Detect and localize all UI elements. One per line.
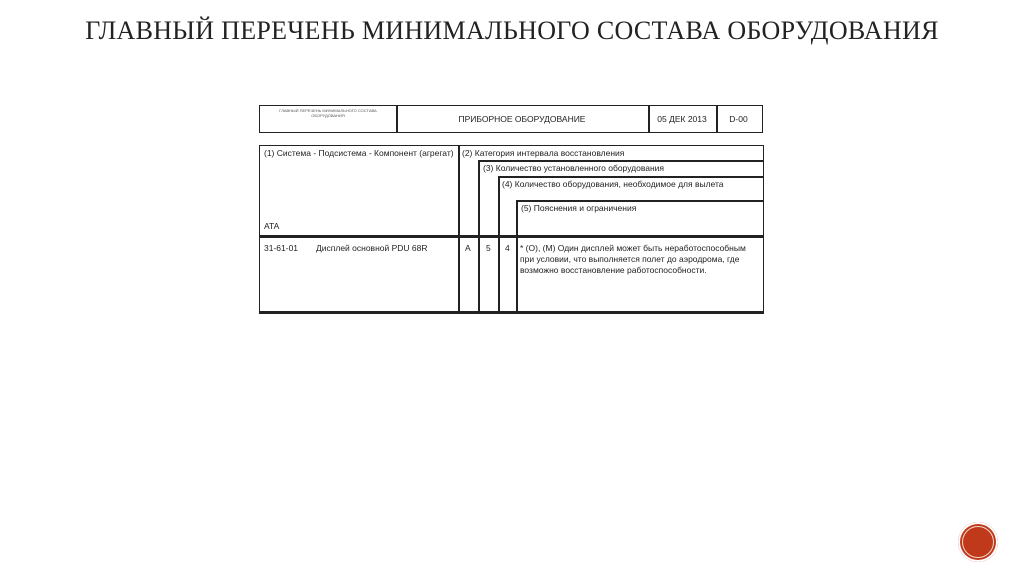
header-category: (2) Категория интервала восстановления [462, 148, 625, 158]
row-required: 4 [505, 243, 510, 253]
row-installed: 5 [486, 243, 491, 253]
header-date: 05 ДЕК 2013 [657, 114, 707, 124]
col-divider [458, 145, 460, 313]
header-installed: (3) Количество установленного оборудования [483, 163, 665, 173]
header-ata: ATA [264, 221, 280, 231]
row-category: A [465, 243, 471, 253]
slide-nav-badge[interactable] [958, 522, 998, 562]
row-divider [498, 176, 763, 178]
header-required: (4) Количество оборудования, необходимое для вылета [502, 179, 724, 189]
header-section-cell [396, 105, 650, 133]
header-bottom-line [259, 235, 764, 238]
col-divider [516, 200, 518, 313]
row-divider [516, 200, 763, 202]
header-small-title: ГЛАВНЫЙ ПЕРЕЧЕНЬ МИНИМАЛЬНОГО СОСТАВА ОБОРУДОВАНИЯ [279, 108, 377, 118]
row-ata: 31-61-01 [264, 243, 299, 253]
row-remarks: * (O), (M) Один дисплей может быть неработоспособным при условии, что выполняется полет до аэродрома, где возможно восстановление работоспособности. [520, 243, 746, 275]
header-remarks: (5) Пояснения и ограничения [521, 203, 637, 213]
row-component: Дисплей основной PDU 68R [316, 243, 428, 253]
header-component: (1) Система - Подсистема - Компонент (агрегат) [264, 148, 454, 158]
slide-title: ГЛАВНЫЙ ПЕРЕЧЕНЬ МИНИМАЛЬНОГО СОСТАВА ОБОРУДОВАНИЯ [85, 16, 939, 45]
header-small-title-cell [259, 105, 398, 133]
header-date-cell [648, 105, 718, 133]
header-code-cell [716, 105, 763, 133]
header-code: D-00 [729, 114, 748, 124]
row-divider [478, 160, 763, 162]
col-divider [498, 176, 500, 313]
header-section: ПРИБОРНОЕ ОБОРУДОВАНИЕ [458, 114, 586, 124]
